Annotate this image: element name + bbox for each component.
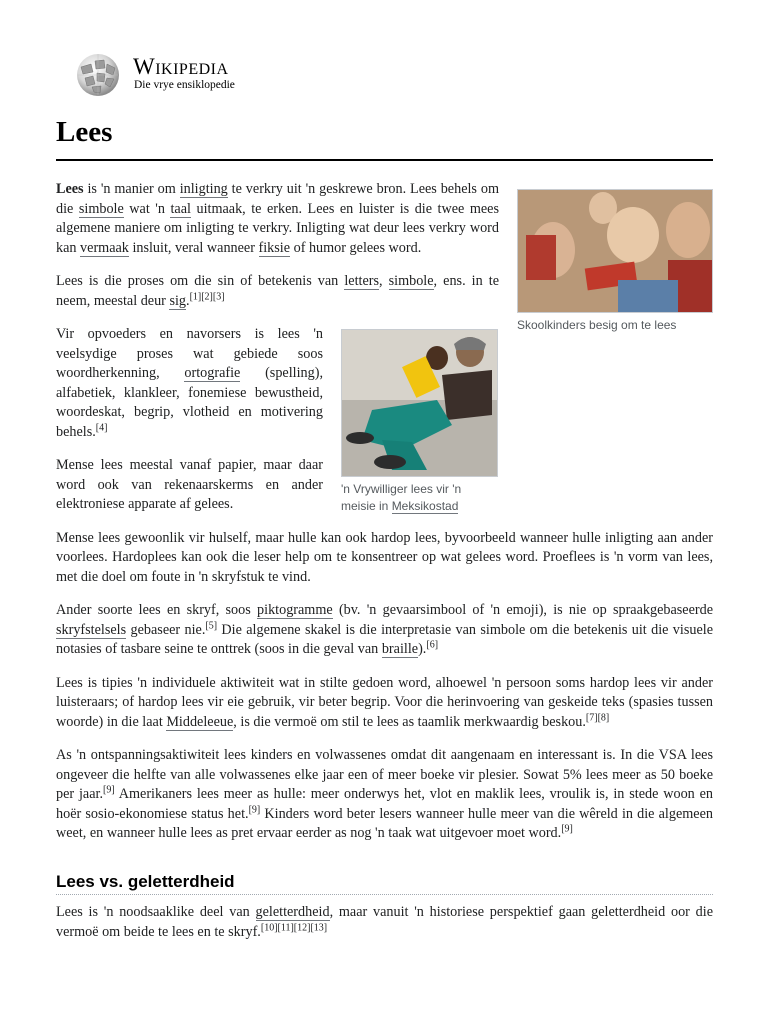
article-link[interactable]: simbole <box>388 273 434 289</box>
schoolchildren-reading-image[interactable] <box>517 189 713 313</box>
article-link[interactable]: simbole <box>78 200 124 217</box>
volunteer-reading-image[interactable] <box>341 329 498 477</box>
paragraph: Vir opvoeders en navorsers is lees 'n veelsydige proses wat gebiede soos woordherkenning, ortografie (spelling), alfabetiek, klankleer, fonemiese bewustheid, woordeskat, begrip, vlotheid en motivering behels.[4] <box>56 326 324 440</box>
figure-caption: Skoolkinders besig om te lees <box>517 318 677 332</box>
paragraph: Mense lees gewoonlik vir hulself, maar hulle kan ook hardop lees, byvoorbeeld wanneer hulle inligting aan ander voorlees. Hardoplees kan ook die leser help om te konsentreer op wat gelees word. Proeflees is 'n vorm van lees, met die doel om foute in 'n skryfstuk te vind. <box>56 529 713 585</box>
paragraph: Lees is tipies 'n individuele aktiwiteit wat in stilte gedoen word, alhoewel 'n persoon soms hardop lees vir ander luisteraars; of hardop lees vir eie gebruik, vir beter begrip. Voor die herinvoering van geskeide teks (spasies tussen woorde) in die laat Middeleeue, is die vermoë om stil te lees as taamlik merkwaardig beskou.[7][8] <box>56 674 713 730</box>
citation-ref[interactable]: [9] <box>561 823 573 835</box>
schoolchildren-photo-illustration <box>518 190 712 312</box>
wikipedia-globe-icon <box>73 52 123 98</box>
paragraph: Lees is die proses om die sin of betekenis van letters, simbole, ens. in te neem, meestal deur sig.[1][2][3] <box>56 273 500 309</box>
wordmark-title: Wikipedia <box>133 54 229 79</box>
figure-schoolchildren <box>517 180 713 334</box>
article-link[interactable]: sig <box>169 292 187 309</box>
article-link[interactable]: braille <box>381 641 419 657</box>
citation-ref[interactable]: [10][11][12][13] <box>260 921 328 933</box>
article-link[interactable]: inligting <box>179 181 228 197</box>
article-body <box>56 180 713 956</box>
section-heading: Lees vs. geletterdheid <box>56 858 713 896</box>
wordmark-tagline: Die vrye ensiklopedie <box>134 79 235 91</box>
paragraph: Lees is 'n manier om inligting te verkry uit 'n geskrewe bron. Lees behels om die simbole wat 'n taal uitmaak, te erken. Lees en luister is die twee mees algemene maniere om inligting te verkry. Inligting wat deur lees verkry word kan vermaak insluit, veral wanneer fiksie of humor gelees word. <box>56 181 500 256</box>
citation-ref[interactable]: [7][8] <box>585 711 610 723</box>
article-link[interactable]: Middeleeue <box>166 713 234 730</box>
title-divider <box>56 159 713 161</box>
article-link[interactable]: letters <box>344 273 379 289</box>
article-link[interactable]: vermaak <box>80 239 129 256</box>
article-link[interactable]: taal <box>170 200 191 217</box>
page-title: Lees <box>56 116 113 148</box>
citation-ref[interactable]: [5] <box>205 619 218 631</box>
article-link[interactable]: ortografie <box>184 365 241 381</box>
citation-ref[interactable]: [6] <box>426 639 439 651</box>
figure-volunteer <box>341 325 499 515</box>
citation-ref[interactable]: [1][2][3] <box>189 290 225 302</box>
volunteer-photo-illustration <box>342 330 497 476</box>
caption-link-meksikostad[interactable]: Meksikostad <box>391 499 459 513</box>
bold-term: Lees <box>56 181 84 197</box>
paragraph: Ander soorte lees en skryf, soos piktogramme (bv. 'n gevaarsimbool of 'n emoji), is nie op spraakgebaseerde skryfstelsels gebaseer nie.[5] Die algemene skakel is die interpretasie van simbole om die betekenis uit die visuele notasies of tasbare seine te onttrek (soos in die geval van braille).[6] <box>56 602 713 657</box>
paragraph: As 'n ontspanningsaktiwiteit lees kinders en volwassenes omdat dit aangenaam en interessant is. In die VSA lees ongeveer die helfte van alle volwassenes elke jaar een of meer boeke vir plesier. Sowat 5% lees meer as 50 boeke per jaar.[9] Amerikaners lees meer as hulle: meer onderwys het, vlot en maklik lees, vroulik is, in stede woon en hoër sosio-ekonomiese status het.[9] Kinders word beter lesers wanneer hulle meer van die wêreld in die algemeen weet, en wanneer hulle lees as pret ervaar eerder as nog 'n taak wat uitgevoer moet word.[9] <box>56 747 713 841</box>
figure-caption: 'n Vrywilliger lees vir 'n meisie in Meksikostad <box>341 482 462 513</box>
citation-ref[interactable]: [9] <box>248 803 261 815</box>
citation-ref[interactable]: [9] <box>103 784 115 796</box>
section-paragraph: Lees is 'n noodsaaklike deel van geletterdheid, maar vanuit 'n historiese perspektief gaan geletterdheid oor die vermoë om beide te lees en te skryf.[10][11][12][13] <box>56 904 713 940</box>
article-link[interactable]: piktogramme <box>257 602 333 618</box>
citation-ref[interactable]: [4] <box>95 421 108 433</box>
article-link[interactable]: skryfstelsels <box>56 621 127 638</box>
article-link[interactable]: fiksie <box>258 239 291 256</box>
paragraph: Mense lees meestal vanaf papier, maar daar word ook van rekenaarskerms en ander elektroniese apparate af gelees. <box>56 457 323 512</box>
article-link[interactable]: geletterdheid <box>255 904 330 920</box>
